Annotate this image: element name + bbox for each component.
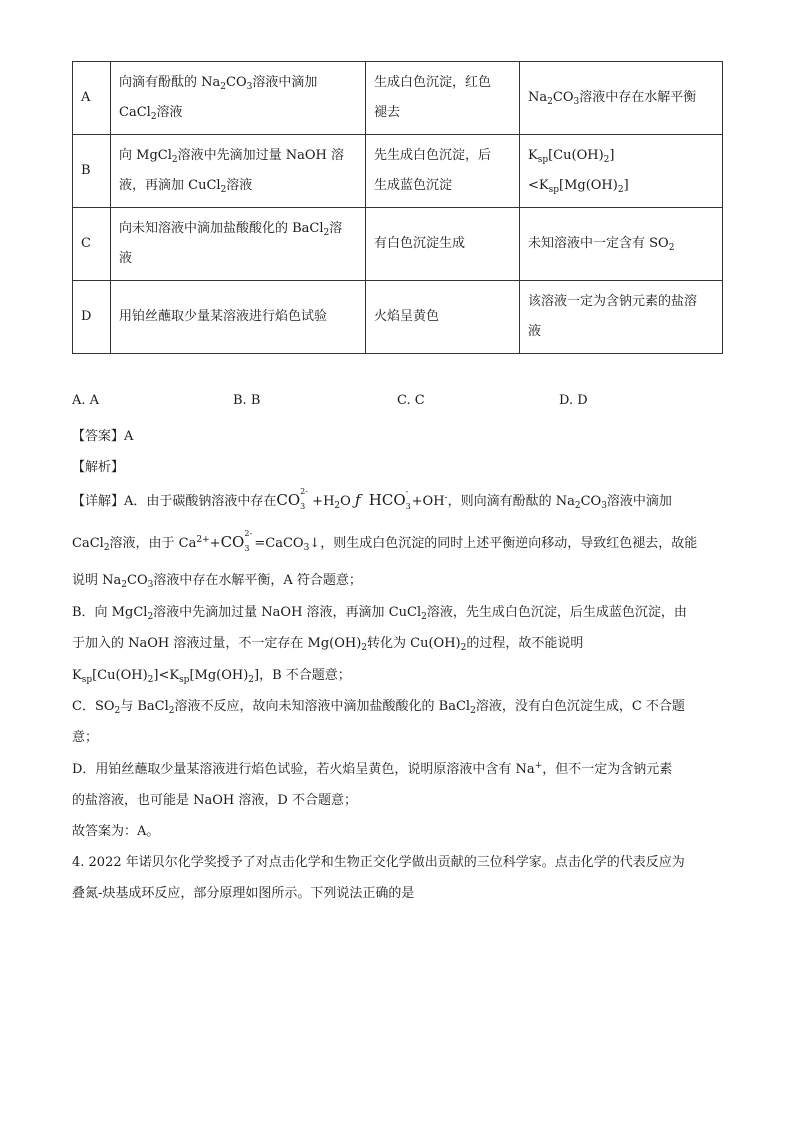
operation-cell: 向未知溶液中滴加盐酸酸化的 BaCl$_2$溶 液 (111, 208, 366, 281)
detail-line-3: 说明 $Na_2CO_3$溶液中存在水解平衡，A 符合题意； (72, 573, 362, 590)
phenomenon-cell: 火焰呈黄色 (366, 281, 520, 354)
answer-options (72, 393, 722, 413)
conclusion-cell: $K_{sp}[Cu(OH)_2]<K_{sp}[Mg(OH)_2]$ (520, 135, 723, 208)
table-row-b (73, 135, 723, 208)
analysis-heading: 【解析】 (72, 460, 125, 475)
conclusion-cell: $Na_2CO_3$溶液中存在水解平衡 (520, 62, 723, 135)
row-label: A (73, 62, 111, 135)
table-row-d (73, 281, 723, 354)
conclusion-cell: 未知溶液中一定含有 $SO_2$ (520, 208, 723, 281)
experiment-table (72, 61, 723, 354)
phenomenon-cell: 先生成白色沉淀，后 生成蓝色沉淀 (366, 135, 520, 208)
detail-line-10: 的盐溶液，也可能是 NaOH 溶液，D 不合题意； (72, 793, 357, 808)
detail-line-7: C．$SO_2$与 BaCl$_2$溶液不反应，故向未知溶液中滴加盐酸酸化的 BaCl$_2$溶液，没有白色沉淀生成，C 不合题 (72, 699, 685, 716)
option-a[interactable]: A. A (72, 393, 100, 408)
operation-cell: 向 MgCl$_2$溶液中先滴加过量 NaOH 溶 液，再滴加 CuCl$_2$溶液 (111, 135, 366, 208)
row-label: C (73, 208, 111, 281)
option-b[interactable]: B. B (233, 393, 261, 408)
table-row-a (73, 62, 723, 135)
option-d[interactable]: D. D (559, 393, 588, 408)
detail-line-1: 【详解】A．由于碳酸钠溶液中存在CO 2- 3 $+H_2O$ ƒ HCO - 3 +OH-，则向滴有酚酞的 $Na_2CO_3$溶液中滴加 (72, 487, 672, 511)
detail-line-5: 于加入的 NaOH 溶液过量，不一定存在 $Mg(OH)_2$转化为 $Cu(OH)_2$的过程，故不能说明 (72, 636, 584, 653)
phenomenon-cell: 生成白色沉淀，红色 褪去 (366, 62, 520, 135)
question-4-line-1: 4. 2022 年诺贝尔化学奖授予了对点击化学和生物正交化学做出贡献的三位科学家。点击化学的代表反应为 (72, 855, 685, 870)
operation-cell: 向滴有酚酞的 $Na_2CO_3$溶液中滴加 CaCl$_2$溶液 (111, 62, 366, 135)
table-row-c (73, 208, 723, 281)
detail-line-6: $K_{sp}[Cu(OH)_2]<K_{sp}[Mg(OH)_2]$，B 不合题意； (72, 668, 351, 685)
detail-line-2: CaCl$_2$溶液，由于 $Ca^{2+}+CO$ 2- 3 =CaCO$_3$↓，则生成白色沉淀的同时上述平衡逆向移动，导致红色褪去，故能 (72, 529, 698, 553)
question-4-line-2: 叠氮-炔基成环反应，部分原理如图所示。下列说法正确的是 (72, 886, 415, 901)
detail-line-11: 故答案为：A。 (72, 824, 160, 839)
detail-line-8: 意； (72, 730, 99, 745)
detail-line-9: D．用铂丝蘸取少量某溶液进行焰色试验，若火焰呈黄色，说明原溶液中含有 Na+，但不一定为含钠元素 (72, 761, 673, 777)
detail-line-4: B．向 MgCl$_2$溶液中先滴加过量 NaOH 溶液，再滴加 CuCl$_2$溶液，先生成白色沉淀，后生成蓝色沉淀，由 (72, 605, 687, 622)
row-label: B (73, 135, 111, 208)
answer-line: 【答案】A (72, 429, 134, 444)
row-label: D (73, 281, 111, 354)
option-c[interactable]: C. C (397, 393, 425, 408)
operation-cell: 用铂丝蘸取少量某溶液进行焰色试验 (111, 281, 366, 354)
phenomenon-cell: 有白色沉淀生成 (366, 208, 520, 281)
conclusion-cell: 该溶液一定为含钠元素的盐溶 液 (520, 281, 723, 354)
